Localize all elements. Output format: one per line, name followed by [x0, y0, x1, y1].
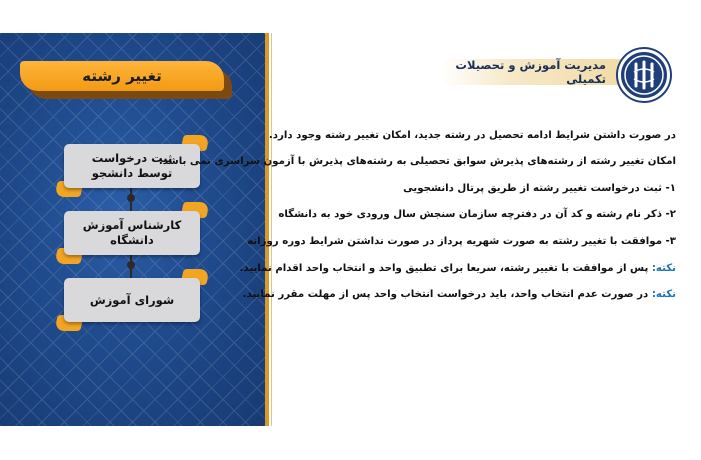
- note-line: [243, 289, 676, 300]
- connector-dot: [127, 261, 135, 269]
- gold-divider: [265, 33, 269, 426]
- body-line: ۳- موافقت با تغییر رشته به صورت شهریه پرداز در صورت نداشتن شرایط دوره روزانه: [247, 236, 676, 247]
- header-badge: [440, 55, 672, 89]
- step-education-expert: [64, 211, 200, 255]
- body-line: امکان تغییر رشته از رشته‌های پذیرش سوابق تحصیلی به رشته‌های پذیرش با آزمون سراسری نمی باشد.: [158, 156, 676, 167]
- header-bar: [440, 59, 640, 85]
- step-label: شورای آموزش: [89, 292, 175, 307]
- body-line: ۲- ذکر نام رشته و کد آن در دفترچه سازمان سنجش سال ورودی خود به دانشگاه: [278, 209, 676, 220]
- logo-glyph: [621, 52, 667, 98]
- panel-title: تغییر رشته: [82, 67, 162, 85]
- ribbon-body: [20, 61, 224, 91]
- step-box: [64, 278, 200, 322]
- connector-dot: [127, 194, 135, 202]
- note-line: [240, 263, 676, 274]
- left-panel: [0, 33, 265, 426]
- note-label: نکته:: [651, 263, 676, 274]
- note-label: نکته:: [651, 289, 676, 300]
- header-title: مدیریت آموزش و تحصیلات تکمیلی: [455, 58, 606, 86]
- slide: [0, 33, 701, 426]
- step-label: کارشناس آموزش دانشگاه: [82, 218, 182, 247]
- university-logo-icon: [618, 49, 670, 101]
- thin-divider: [271, 33, 272, 426]
- note-text: پس از موافقت با تغییر رشته، سریعا برای تطبیق واحد و انتخاب واحد اقدام نمایید.: [239, 263, 652, 274]
- step-education-council: [64, 278, 200, 322]
- step-box: [64, 211, 200, 255]
- body-line: ۱- ثبت درخواست تغییر رشته از طریق پرتال دانشجویی: [403, 183, 676, 194]
- title-ribbon: [20, 61, 230, 97]
- note-text: در صورت عدم انتخاب واحد، باید درخواست انتخاب واحد پس از مهلت مقرر نمایید.: [242, 289, 652, 300]
- body-line: در صورت داشتن شرایط ادامه تحصیل در رشته جدید، امکان تغییر رشته وجود دارد.: [268, 130, 676, 141]
- step-label: ثبت درخواست توسط دانشجو: [91, 151, 173, 180]
